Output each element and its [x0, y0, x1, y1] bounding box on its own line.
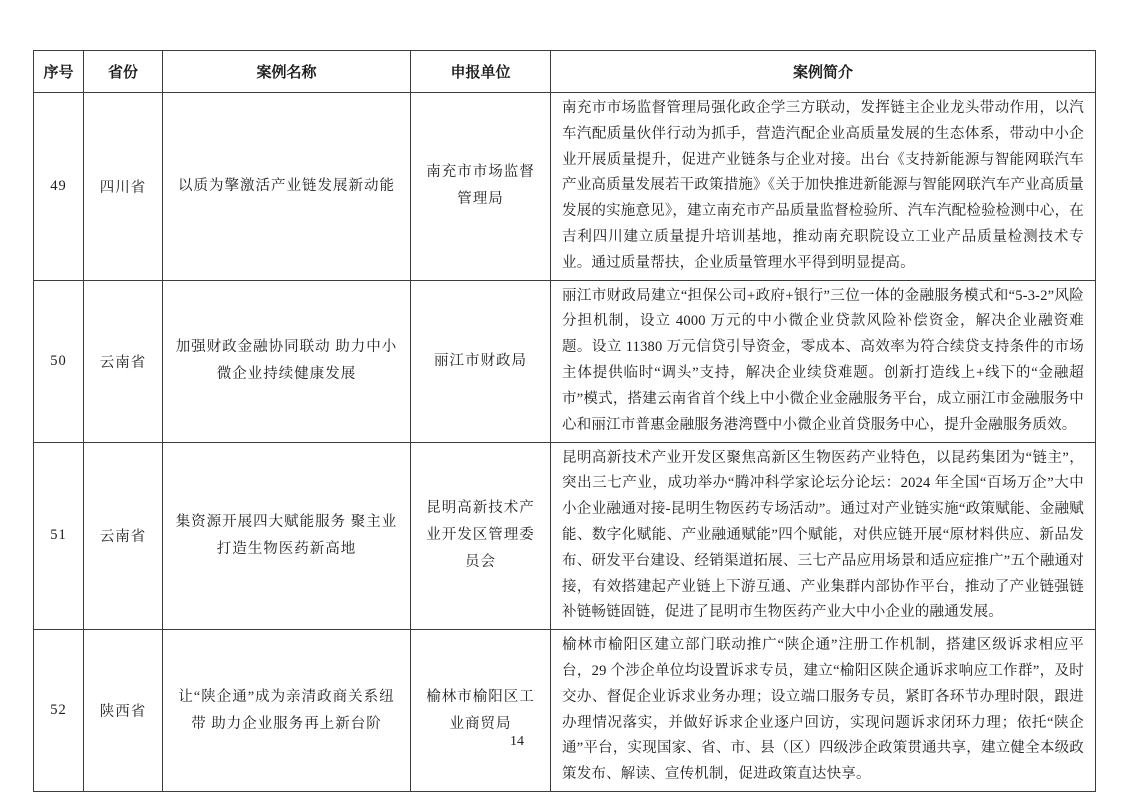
cell-reporting-unit: 昆明高新技术产业开发区管理委员会 [411, 442, 551, 630]
cases-table [33, 50, 1096, 792]
cell-reporting-unit: 榆林市榆阳区工业商贸局 [411, 630, 551, 792]
table-row [34, 93, 1096, 281]
cell-serial-number: 52 [34, 630, 84, 792]
cell-serial-number: 50 [34, 280, 84, 442]
header-case-intro: 案例简介 [551, 51, 1096, 93]
table-row [34, 630, 1096, 792]
table-header-row [34, 51, 1096, 93]
cell-province: 陕西省 [84, 630, 163, 792]
cell-case-intro: 昆明高新技术产业开发区聚焦高新区生物医药产业特色，以昆药集团为“链主”，突出三七产业，成功举办“腾冲科学家论坛分论坛：2024 年全国“百场万企”大中小企业融通对接-昆明生物医药专场活动”。通过对产业链实施“政策赋能、金融赋能、数字化赋能、产业融通赋能”四个赋能，对供应链开展“原材料供应、新品发布、研发平台建设、经销渠道拓展、三七产品应用场景和适应症推广”五个融通对接，有效搭建起产业链上下游互通、产业集群内部协作平台，推动了产业链强链补链畅链固链，促进了昆明市生物医药产业大中小企业的融通发展。 [551, 442, 1096, 630]
cell-case-name: 让“陕企通”成为亲清政商关系纽带 助力企业服务再上新台阶 [163, 630, 411, 792]
cell-serial-number: 49 [34, 93, 84, 281]
cell-case-intro: 南充市市场监督管理局强化政企学三方联动，发挥链主企业龙头带动作用，以汽车汽配质量伙伴行动为抓手，营造汽配企业高质量发展的生态体系，带动中小企业开展质量提升，促进产业链条与企业对接。出台《支持新能源与智能网联汽车产业高质量发展若干政策措施》《关于加快推进新能源与智能网联汽车产业高质量发展的实施意见》，建立南充市产品质量监督检验所、汽车汽配检验检测中心，在吉利四川建立质量提升培训基地，推动南充职院设立工业产品质量检测技术专业。通过质量帮扶，企业质量管理水平得到明显提高。 [551, 93, 1096, 281]
cell-case-name: 以质为擎激活产业链发展新动能 [163, 93, 411, 281]
cell-case-name: 加强财政金融协同联动 助力中小微企业持续健康发展 [163, 280, 411, 442]
cell-serial-number: 51 [34, 442, 84, 630]
header-serial-number: 序号 [34, 51, 84, 93]
cell-province: 四川省 [84, 93, 163, 281]
table-row [34, 442, 1096, 630]
cell-reporting-unit: 南充市市场监督管理局 [411, 93, 551, 281]
cell-case-intro: 丽江市财政局建立“担保公司+政府+银行”三位一体的金融服务模式和“5-3-2”风险分担机制，设立 4000 万元的中小微企业贷款风险补偿资金，解决企业融资难题。设立 11380 万元信贷引导资金，零成本、高效率为符合续贷支持条件的市场主体提供临时“调头”支持，解决企业续贷难题。创新打造线上+线下的“金融超市”模式，搭建云南省首个线上中小微企业金融服务平台，成立丽江市金融服务中心和丽江市普惠金融服务港湾暨中小微企业首贷服务中心，提升金融服务质效。 [551, 280, 1096, 442]
cell-case-intro: 榆林市榆阳区建立部门联动推广“陕企通”注册工作机制，搭建区级诉求相应平台，29 个涉企单位均设置诉求专员，建立“榆阳区陕企通诉求响应工作群”，及时交办、督促企业诉求业务办理；设立端口服务专员，紧盯各环节办理时限，跟进办理情况落实，并做好诉求企业逐户回访，实现问题诉求闭环力理；依托“陕企通”平台，实现国家、省、市、县（区）四级涉企政策贯通共享，建立健全本级政策发布、解读、宣传机制，促进政策直达快享。 [551, 630, 1096, 792]
header-province: 省份 [84, 51, 163, 93]
cell-case-name: 集资源开展四大赋能服务 聚主业打造生物医药新高地 [163, 442, 411, 630]
cell-province: 云南省 [84, 280, 163, 442]
cell-reporting-unit: 丽江市财政局 [411, 280, 551, 442]
table-row [34, 280, 1096, 442]
header-case-name: 案例名称 [163, 51, 411, 93]
cell-province: 云南省 [84, 442, 163, 630]
header-reporting-unit: 申报单位 [411, 51, 551, 93]
page-number: 14 [510, 734, 524, 749]
